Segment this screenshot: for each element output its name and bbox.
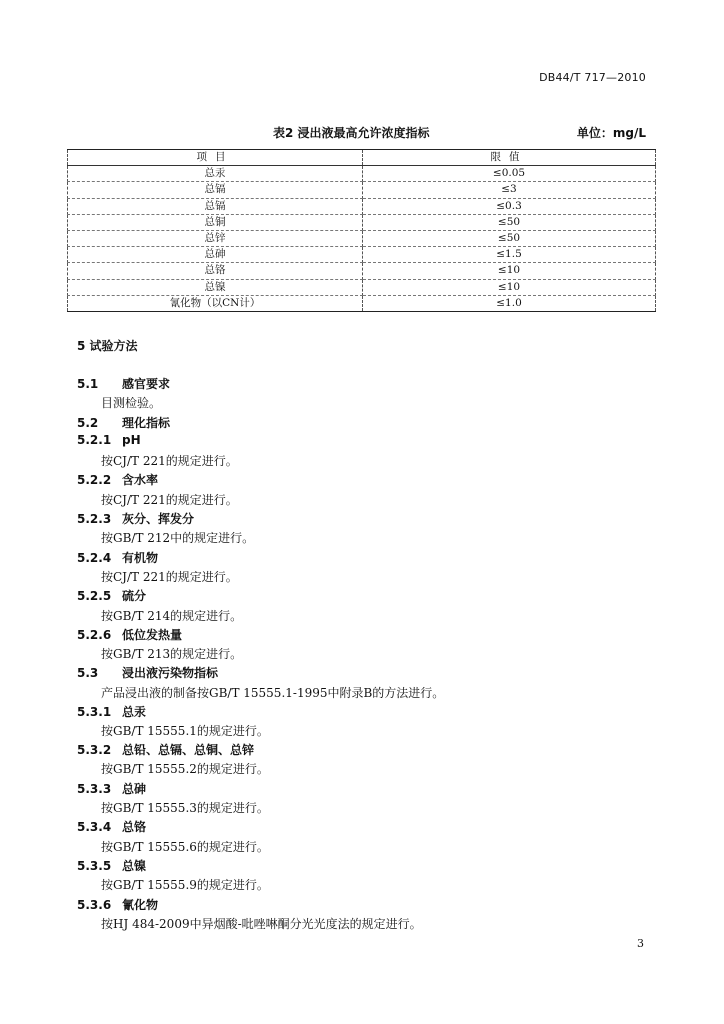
clause-heading <box>77 896 158 913</box>
clause-number: 5.3.5 <box>77 859 112 873</box>
clause-heading <box>77 741 254 758</box>
clause-heading <box>77 471 158 488</box>
limits-table <box>67 149 656 312</box>
clause-title: 硫分 <box>122 589 147 603</box>
clause-heading <box>77 510 194 527</box>
clause-body: 按GB/T 213的规定进行。 <box>101 647 243 661</box>
clause-number: 5.3.4 <box>77 820 112 834</box>
clause-body: 按GB/T 214的规定进行。 <box>101 609 243 623</box>
table-row <box>68 263 656 279</box>
section-heading: 5 试验方法 <box>77 339 138 353</box>
clause-heading <box>77 375 170 392</box>
limit-cell: ≤3 <box>363 182 656 198</box>
clause-number: 5.3.3 <box>77 782 112 796</box>
clause-title: 总汞 <box>122 705 147 719</box>
table-unit: 单位：mg/L <box>576 126 646 140</box>
item-cell: 总铬 <box>68 263 363 279</box>
clause-body: 按CJ/T 221的规定进行。 <box>101 570 238 584</box>
clause-title: 总铅、总镉、总铜、总锌 <box>122 743 255 757</box>
table-row <box>68 247 656 263</box>
item-cell: 总锌 <box>68 230 363 246</box>
clause-number: 5.3 <box>77 666 99 680</box>
clause-heading <box>77 414 170 431</box>
table-row <box>68 182 656 198</box>
clause-body: 按GB/T 15555.2的规定进行。 <box>101 762 269 776</box>
clause-title: 氰化物 <box>122 898 159 912</box>
limit-cell: ≤0.05 <box>363 166 656 182</box>
clause-body: 按GB/T 15555.6的规定进行。 <box>101 840 269 854</box>
clause-body: 目测检验。 <box>101 396 162 410</box>
table-row <box>68 198 656 214</box>
clause-number: 5.3.1 <box>77 705 112 719</box>
table-row <box>68 230 656 246</box>
clause-number: 5.2.1 <box>77 433 112 447</box>
clause-heading <box>77 433 141 447</box>
table-header-row <box>68 150 656 166</box>
clause-title: 总铬 <box>122 820 147 834</box>
column-header-limit: 限值 <box>363 150 656 166</box>
clause-number: 5.2.2 <box>77 473 112 487</box>
clause-heading <box>77 703 146 720</box>
clause-title: 低位发热量 <box>122 628 183 642</box>
table-caption: 表2 浸出液最高允许浓度指标 <box>273 126 430 140</box>
clause-number: 5.1 <box>77 377 99 391</box>
item-cell: 总镉 <box>68 198 363 214</box>
item-cell: 总砷 <box>68 247 363 263</box>
item-cell: 总镍 <box>68 279 363 295</box>
clause-body: 按GB/T 212中的规定进行。 <box>101 531 255 545</box>
limit-cell: ≤50 <box>363 214 656 230</box>
clause-title: 浸出液污染物指标 <box>122 666 219 680</box>
clause-body: 按GB/T 15555.9的规定进行。 <box>101 878 269 892</box>
clause-title: pH <box>122 433 141 447</box>
item-cell: 总汞 <box>68 166 363 182</box>
clause-body: 按HJ 484-2009中异烟酸-吡唑啉酮分光光度法的规定进行。 <box>101 917 422 931</box>
clause-number: 5.2 <box>77 416 99 430</box>
document-id: DB44/T 717—2010 <box>539 71 646 84</box>
clause-body: 按GB/T 15555.1的规定进行。 <box>101 724 269 738</box>
clause-title: 感官要求 <box>122 377 171 391</box>
clause-body: 按CJ/T 221的规定进行。 <box>101 493 238 507</box>
limit-cell: ≤1.5 <box>363 247 656 263</box>
clause-heading <box>77 626 182 643</box>
limit-cell: ≤10 <box>363 263 656 279</box>
table-row <box>68 295 656 311</box>
item-cell: 氰化物（以CN计） <box>68 295 363 311</box>
clause-title: 理化指标 <box>122 416 171 430</box>
table-row <box>68 214 656 230</box>
clause-body: 按CJ/T 221的规定进行。 <box>101 454 238 468</box>
clause-title: 含水率 <box>122 473 159 487</box>
item-cell: 总铜 <box>68 214 363 230</box>
limit-cell: ≤0.3 <box>363 198 656 214</box>
table-row <box>68 166 656 182</box>
clause-heading <box>77 587 146 604</box>
table-row <box>68 279 656 295</box>
clause-heading <box>77 857 146 874</box>
clause-number: 5.2.6 <box>77 628 112 642</box>
limit-cell: ≤50 <box>363 230 656 246</box>
clause-number: 5.3.6 <box>77 898 112 912</box>
limit-cell: ≤1.0 <box>363 295 656 311</box>
clause-title: 有机物 <box>122 551 159 565</box>
clause-heading <box>77 549 158 566</box>
limit-cell: ≤10 <box>363 279 656 295</box>
clause-heading <box>77 664 218 681</box>
clause-heading <box>77 818 146 835</box>
clause-number: 5.2.4 <box>77 551 112 565</box>
clause-body: 按GB/T 15555.3的规定进行。 <box>101 801 269 815</box>
clause-number: 5.3.2 <box>77 743 112 757</box>
clause-title: 总砷 <box>122 782 147 796</box>
clause-title: 总镍 <box>122 859 147 873</box>
clause-title: 灰分、挥发分 <box>122 512 195 526</box>
clause-heading <box>77 780 146 797</box>
item-cell: 总镉 <box>68 182 363 198</box>
clause-body: 产品浸出液的制备按GB/T 15555.1-1995中附录B的方法进行。 <box>101 686 445 700</box>
column-header-item: 项目 <box>68 150 363 166</box>
clause-number: 5.2.5 <box>77 589 112 603</box>
clause-number: 5.2.3 <box>77 512 112 526</box>
page-number: 3 <box>637 937 644 950</box>
